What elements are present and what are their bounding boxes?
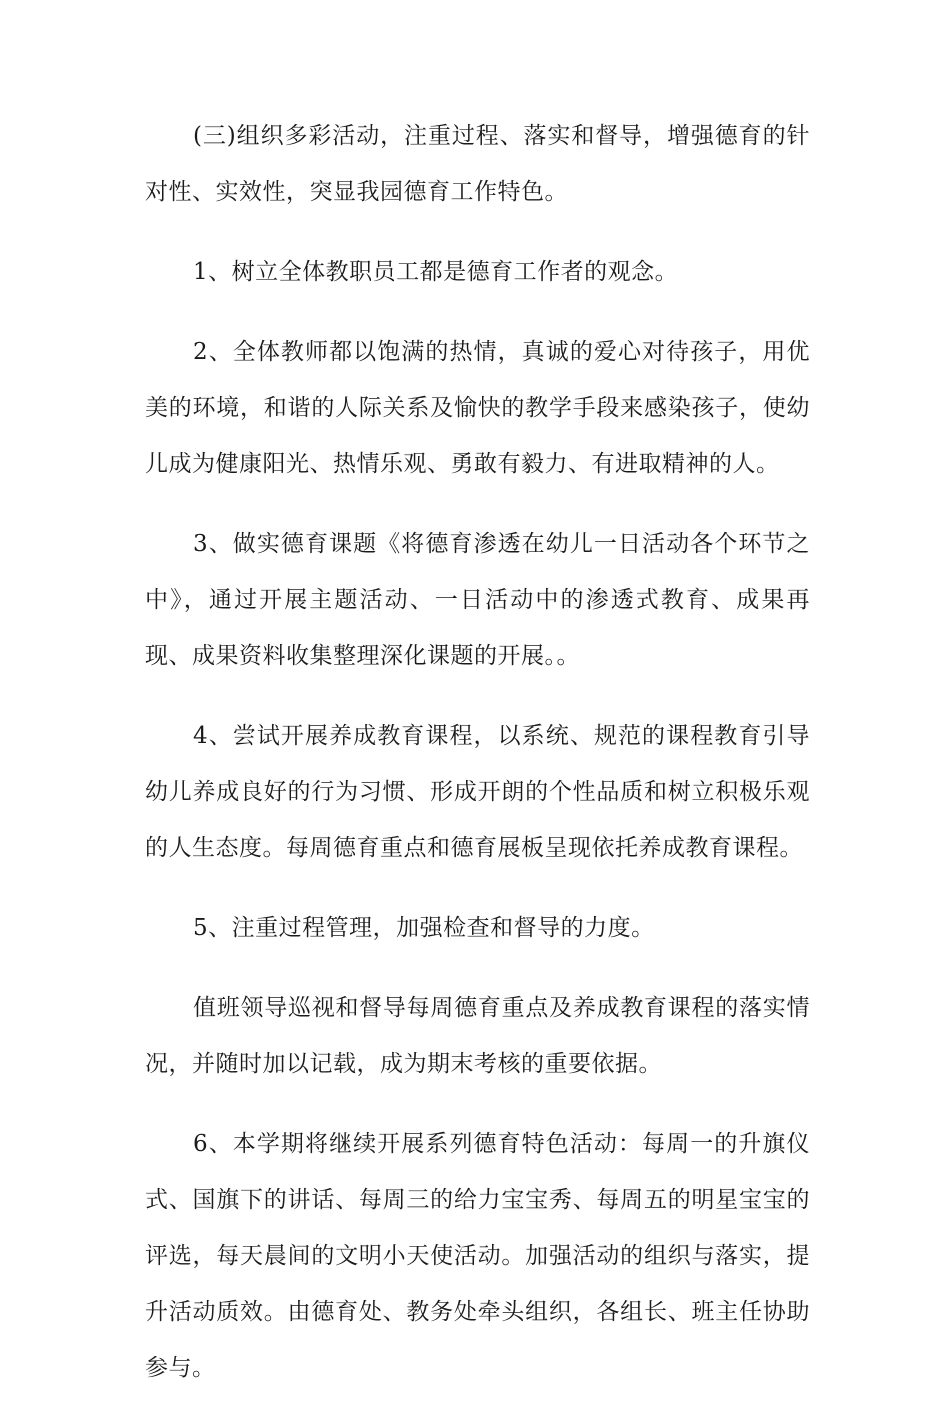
- section-heading-paragraph: (三)组织多彩活动，注重过程、落实和督导，增强德育的针对性、实效性，突显我园德育工作特色。: [145, 123, 810, 205]
- item-3-paragraph: 3、做实德育课题《将德育渗透在幼儿一日活动各个环节之中》，通过开展主题活动、一日活动中的渗透式教育、成果再现、成果资料收集整理深化课题的开展。。: [145, 531, 810, 669]
- item-1-paragraph: 1、树立全体教职员工都是德育工作者的观念。: [193, 259, 679, 285]
- item-6-paragraph: 6、本学期将继续开展系列德育特色活动：每周一的升旗仪式、国旗下的讲话、每周三的给力宝宝秀、每周五的明星宝宝的评选，每天晨间的文明小天使活动。加强活动的组织与落实，提升活动质效。由德育处、教务处牵头组织，各组长、班主任协助参与。: [145, 1131, 810, 1381]
- duty-leader-paragraph: 值班领导巡视和督导每周德育重点及养成教育课程的落实情况，并随时加以记载，成为期末考核的重要依据。: [145, 995, 810, 1077]
- item-5-paragraph: 5、注重过程管理，加强检查和督导的力度。: [193, 915, 655, 941]
- item-4-paragraph: 4、尝试开展养成教育课程，以系统、规范的课程教育引导幼儿养成良好的行为习惯、形成开朗的个性品质和树立积极乐观的人生态度。每周德育重点和德育展板呈现依托养成教育课程。: [145, 723, 810, 861]
- item-2-paragraph: 2、全体教师都以饱满的热情，真诚的爱心对待孩子，用优美的环境，和谐的人际关系及愉快的教学手段来感染孩子，使幼儿成为健康阳光、热情乐观、勇敢有毅力、有进取精神的人。: [145, 339, 810, 477]
- document-body: [145, 108, 810, 1420]
